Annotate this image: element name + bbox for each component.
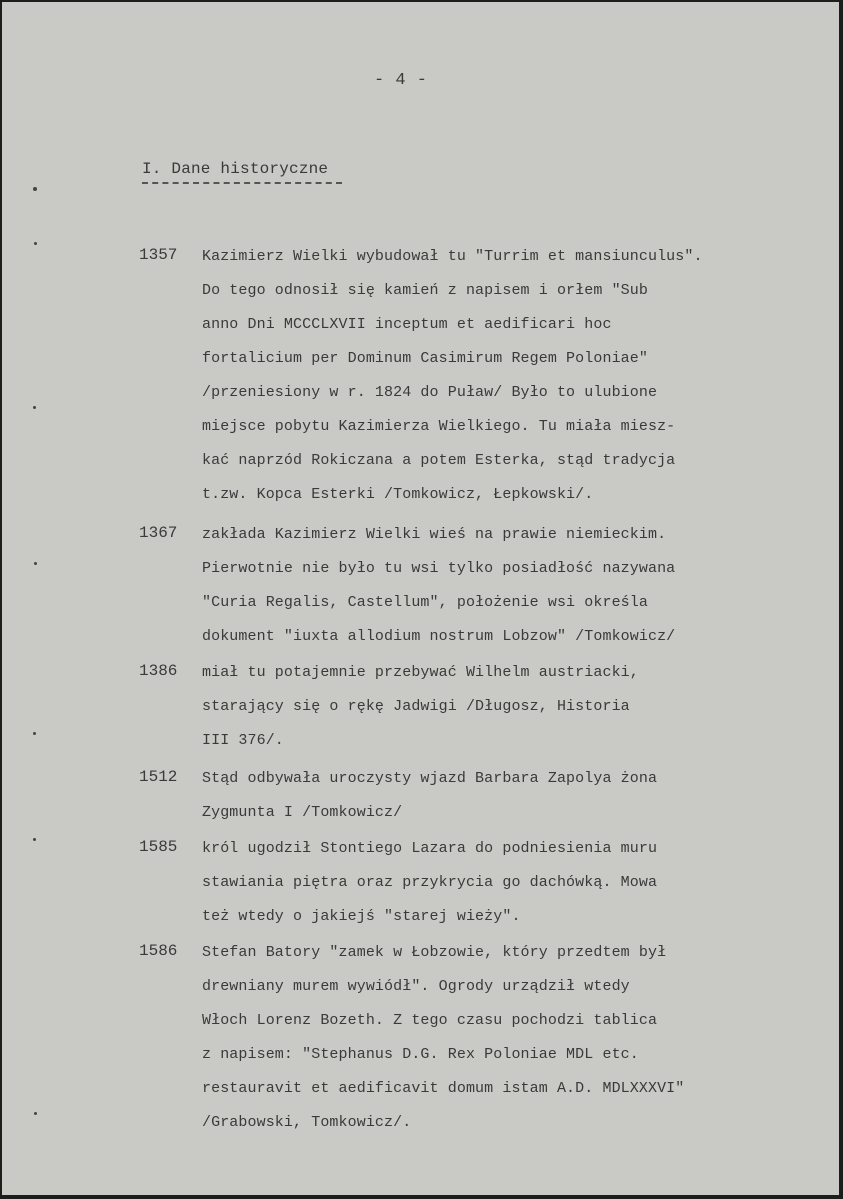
text-line: /Grabowski, Tomkowicz/. [202,1114,412,1131]
text-line: fortalicium per Dominum Casimirum Regem Poloniae" [202,350,648,367]
text-line: król ugodził Stontiego Lazara do podniesienia muru [202,840,658,857]
entry-text [202,768,822,836]
text-line: Stefan Batory "zamek w Łobzowie, który przedtem był [202,944,667,961]
text-line: Stąd odbywała uroczysty wjazd Barbara Zapolya żona [202,770,658,787]
entry-text [202,838,822,940]
section-title: I. Dane historyczne [142,160,329,178]
text-line: "Curia Regalis, Castellum", położenie wsi określa [202,594,648,611]
text-line: starający się o rękę Jadwigi /Długosz, Historia [202,698,630,715]
text-line: stawiania piętra oraz przykrycia go dachówką. Mowa [202,874,658,891]
text-line: Pierwotnie nie było tu wsi tylko posiadłość nazywana [202,560,676,577]
typewritten-page [2,2,839,1195]
text-line: z napisem: "Stephanus D.G. Rex Poloniae MDL etc. [202,1046,639,1063]
text-line: miejsce pobytu Kazimierza Wielkiego. Tu miała miesz- [202,418,676,435]
entry-text [202,942,822,1146]
text-line: restauravit et aedificavit domum istam A.D. MDLXXXVI" [202,1080,685,1097]
page-number: - 4 - [374,71,428,90]
entry-year: 1585 [139,838,178,856]
entry-text [202,662,822,764]
margin-speck [33,406,36,409]
margin-speck [33,732,36,735]
title-underline [142,182,342,184]
margin-speck [34,562,37,565]
entry-year: 1386 [139,662,178,680]
text-line: Do tego odnosił się kamień z napisem i orłem "Sub [202,282,648,299]
entry-text [202,524,822,660]
text-line: III 376/. [202,732,284,749]
text-line: /przeniesiony w r. 1824 do Puław/ Było to ulubione [202,384,658,401]
text-line: miał tu potajemnie przebywać Wilhelm austriacki, [202,664,639,681]
text-line: dokument "iuxta allodium nostrum Lobzow" /Tomkowicz/ [202,628,676,645]
text-line: zakłada Kazimierz Wielki wieś na prawie niemieckim. [202,526,667,543]
entry-year: 1357 [139,246,178,264]
margin-speck [33,187,37,191]
margin-speck [34,242,37,245]
margin-speck [33,838,36,841]
entry-year: 1367 [139,524,178,542]
entry-text [202,246,822,518]
text-line: anno Dni MCCCLXVII inceptum et aedificari hoc [202,316,612,333]
text-line: t.zw. Kopca Esterki /Tomkowicz, Łepkowski/. [202,486,594,503]
text-line: też wtedy o jakiejś "starej wieży". [202,908,521,925]
text-line: drewniany murem wywiódł". Ogrody urządził wtedy [202,978,630,995]
text-line: Zygmunta I /Tomkowicz/ [202,804,403,821]
entry-year: 1512 [139,768,178,786]
margin-speck [34,1112,37,1115]
text-line: Włoch Lorenz Bozeth. Z tego czasu pochodzi tablica [202,1012,658,1029]
text-line: Kazimierz Wielki wybudował tu "Turrim et mansiunculus". [202,248,703,265]
entry-year: 1586 [139,942,178,960]
text-line: kać naprzód Rokiczana a potem Esterka, stąd tradycja [202,452,676,469]
